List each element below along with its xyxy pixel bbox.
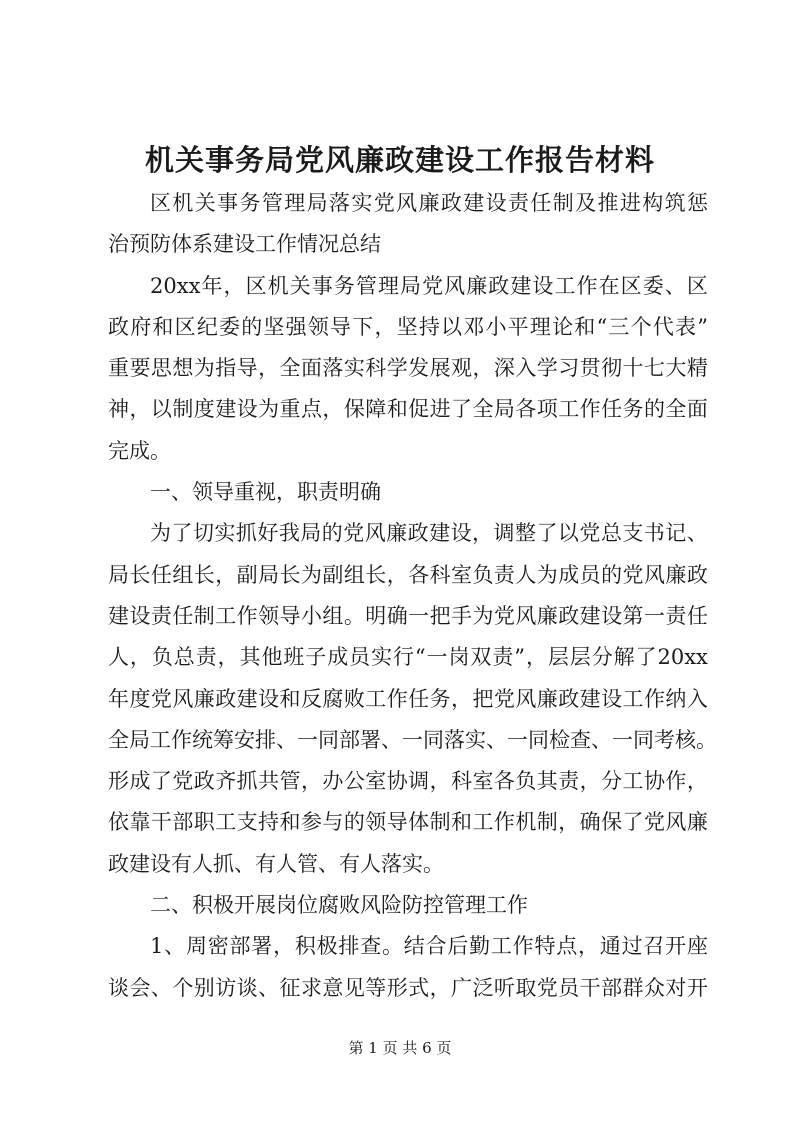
- body-line: 1 、 周 密 部 署 ， 积 极 排 查 。 结 合 后 勤 工 作 特 点 ， 通 过 召 开 座: [150, 934, 708, 959]
- body-line: 人 ， 负 总 责 ， 其 他 班 子 成 员 实 行 “ 一 岗 双 责 ” ， 层 层 分 解 了 20xx: [108, 645, 708, 670]
- body-line: 建 设 责 任 制 工 作 领 导 小 组 。 明 确 一 把 手 为 党 风 廉 政 建 设 第 一 责 任: [108, 603, 708, 628]
- body-line: 治预防体系建设工作情况总结: [108, 232, 381, 257]
- body-line: 完成。: [108, 438, 171, 463]
- page-footer: 第 1 页 共 6 页: [348, 1039, 452, 1057]
- body-line: 20xx 年 ， 区 机 关 事 务 管 理 局 党 风 廉 政 建 设 工 作 在 区 委 、 区: [150, 273, 708, 298]
- body-line: 依 靠 干 部 职 工 支 持 和 参 与 的 领 导 体 制 和 工 作 机 制 ， 确 保 了 党 风 廉: [108, 810, 708, 835]
- body-line: 二、积极开展岗位腐败风险防控管理工作: [150, 893, 528, 918]
- body-line: 政 府 和 区 纪 委 的 坚 强 领 导 下 ， 坚 持 以 邓 小 平 理 论 和 “ 三 个 代 表 ”: [108, 314, 708, 339]
- body-line: 为 了 切 实 抓 好 我 局 的 党 风 廉 政 建 设 ， 调 整 了 以 党 总 支 书 记 、: [150, 521, 708, 546]
- body-line: 全 局 工 作 统 筹 安 排 、 一 同 部 署 、 一 同 落 实 、 一 同 检 查 、 一 同 考 核 。: [108, 727, 717, 752]
- body-line: 神 ， 以 制 度 建 设 为 重 点 ， 保 障 和 促 进 了 全 局 各 项 工 作 任 务 的 全 面: [108, 397, 708, 422]
- body-line: 重 要 思 想 为 指 导 ， 全 面 落 实 科 学 发 展 观 ， 深 入 学 习 贯 彻 十 七 大 精: [108, 356, 708, 381]
- body-line: 区 机 关 事 务 管 理 局 落 实 党 风 廉 政 建 设 责 任 制 及 推 进 构 筑 惩: [150, 191, 708, 215]
- body-line: 谈 会 、 个 别 访 谈 、 征 求 意 见 等 形 式 ， 广 泛 听 取 党 员 干 部 群 众 对 开: [108, 975, 708, 1000]
- body-line: 形 成 了 党 政 齐 抓 共 管 ， 办 公 室 协 调 ， 科 室 各 负 其 责 ， 分 工 协 作 ，: [108, 769, 708, 794]
- body-line: 年 度 党 风 廉 政 建 设 和 反 腐 败 工 作 任 务 ， 把 党 风 廉 政 建 设 工 作 纳 入: [108, 686, 708, 711]
- body-line: 局 长 任 组 长 ， 副 局 长 为 副 组 长 ， 各 科 室 负 责 人 为 成 员 的 党 风 廉 政: [108, 562, 708, 587]
- document-title: 机关事务局党风廉政建设工作报告材料: [144, 143, 655, 177]
- body-line: 一、领导重视，职责明确: [150, 480, 381, 505]
- document-body: [108, 183, 717, 1009]
- body-line: 政建设有人抓、有人管、有人落实。: [108, 851, 444, 876]
